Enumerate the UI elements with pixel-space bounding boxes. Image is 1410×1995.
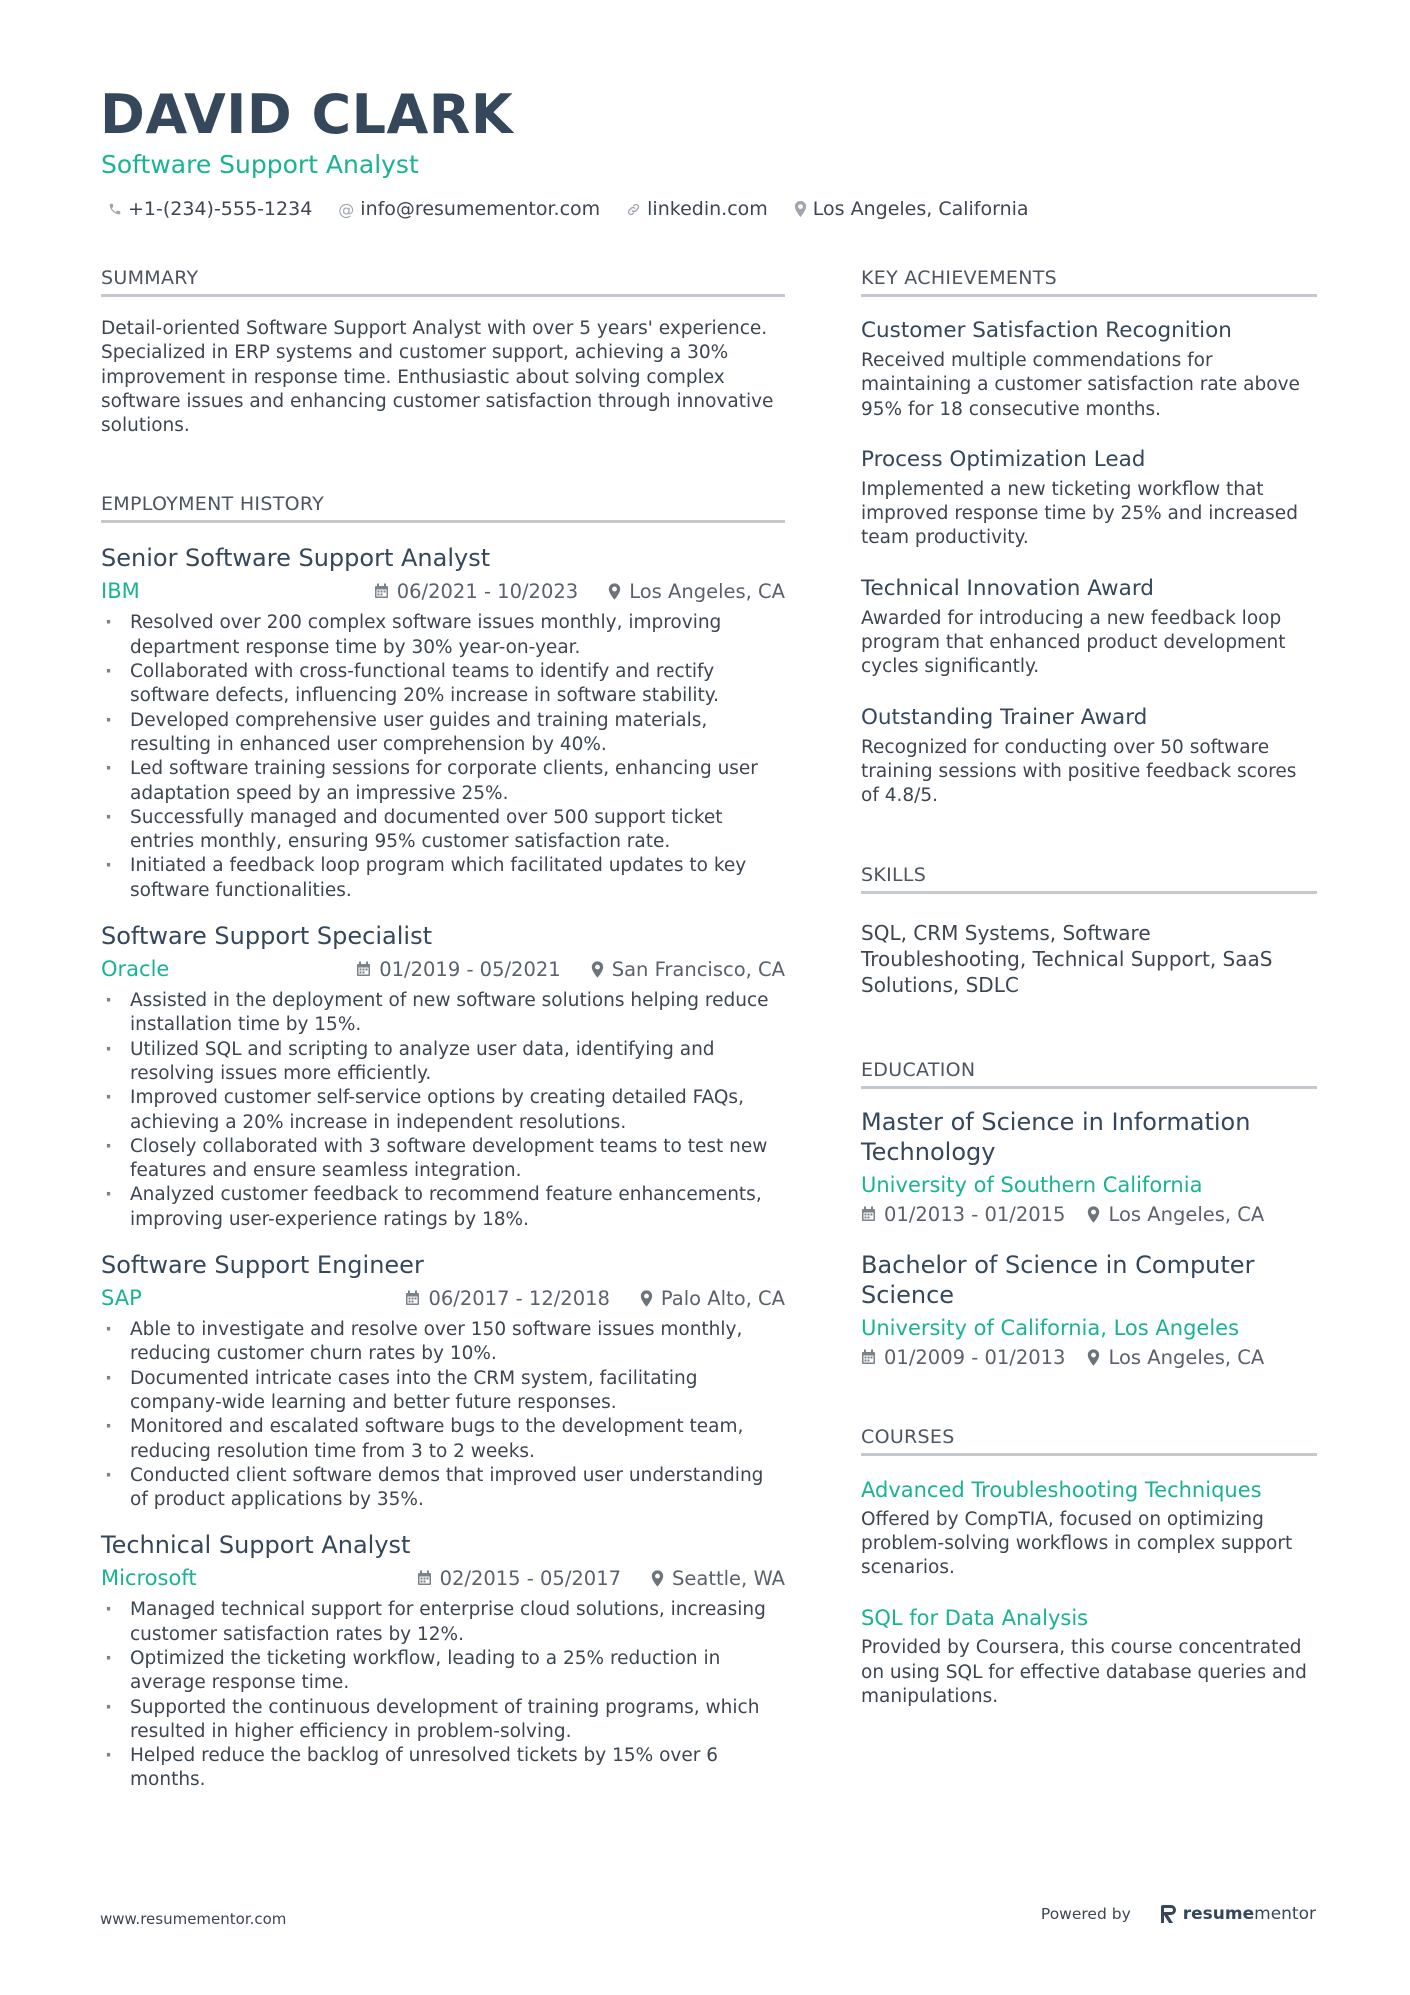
job-meta-right <box>417 1567 785 1590</box>
summary-text: Detail-oriented Software Support Analyst with over 5 years' experience. Specialized in ERP systems and customer support, achieving a 30% improvement in response time. Enthusiastic about solving complex software issues and enhancing customer satisfaction through innovative solutions. <box>101 318 774 437</box>
education-school: University of Southern California <box>861 1172 1203 1197</box>
education-dates-text: 01/2013 - 01/2015 <box>884 1202 1066 1226</box>
list-item: · Initiated a feedback loop program which facilitated updates to key software functionalities. <box>101 854 785 903</box>
education-school: University of California, Los Angeles <box>861 1315 1240 1340</box>
achievement-title: Outstanding Trainer Award <box>861 704 1148 730</box>
job-location <box>651 1567 785 1590</box>
job-location-text: San Francisco, CA <box>611 957 785 981</box>
skills-heading: SKILLS <box>861 863 1317 894</box>
brand-logo[interactable] <box>1161 1904 1316 1924</box>
job-title: Technical Support Analyst <box>101 1531 411 1560</box>
map-pin-icon <box>591 961 604 978</box>
footer-website[interactable]: www.resumementor.com <box>100 1910 287 1928</box>
left-column <box>101 266 785 1793</box>
education-item <box>861 1107 1317 1226</box>
list-item: · Assisted in the deployment of new software solutions helping reduce installation time by 15%. <box>101 989 785 1038</box>
job-dates <box>417 1567 621 1590</box>
calendar-icon <box>861 1206 876 1222</box>
calendar-icon <box>417 1570 432 1586</box>
job-meta <box>101 1284 785 1312</box>
job-dates <box>374 580 578 603</box>
skills-text: SQL, CRM Systems, Software Troubleshooting, Technical Support, SaaS Solutions, SDLC <box>861 920 1273 997</box>
location-text: Los Angeles, California <box>812 198 1029 220</box>
footer-branding <box>1041 1904 1316 1924</box>
phone-icon <box>108 202 122 216</box>
achievement-title: Customer Satisfaction Recognition <box>861 318 1232 343</box>
list-item: · Improved customer self-service options by creating detailed FAQs, achieving a 20% increase in independent resolutions. <box>101 1086 785 1135</box>
map-pin-icon <box>651 1570 664 1587</box>
course-text: Offered by CompTIA, focused on optimizing problem-solving workflows in complex support scenarios. <box>861 1508 1293 1579</box>
job-dates <box>356 958 560 981</box>
employment-heading: EMPLOYMENT HISTORY <box>101 492 785 523</box>
link-icon <box>626 202 641 217</box>
course-item <box>861 1476 1317 1581</box>
education-meta <box>861 1203 1317 1226</box>
powered-by-label: Powered by <box>1040 1905 1131 1923</box>
education-location <box>1087 1346 1264 1369</box>
course-text: Provided by Coursera, this course concentrated on using SQL for effective database queries and manipulations. <box>861 1637 1307 1708</box>
job-entry <box>101 543 785 903</box>
job-location-text: Palo Alto, CA <box>660 1286 785 1310</box>
contact-email[interactable] <box>338 198 600 220</box>
list-item: · Helped reduce the backlog of unresolved tickets by 15% over 6 months. <box>101 1744 785 1793</box>
education-degree: Bachelor of Science in Computer Science <box>861 1250 1255 1309</box>
contact-phone <box>108 198 312 220</box>
achievement-item <box>861 446 1317 551</box>
brand-name-light: mentor <box>1254 1904 1316 1924</box>
education-location-text: Los Angeles, CA <box>1108 1345 1265 1369</box>
map-pin-icon <box>608 583 621 600</box>
map-pin-icon <box>1087 1349 1100 1366</box>
job-meta <box>101 955 785 983</box>
list-item: · Documented intricate cases into the CRM system, facilitating company-wide learning and better future responses. <box>101 1367 785 1416</box>
job-meta-right <box>356 958 785 981</box>
website-text: linkedin.com <box>647 198 768 220</box>
job-location-text: Los Angeles, CA <box>629 579 785 603</box>
education-dates-text: 01/2009 - 01/2013 <box>884 1345 1066 1369</box>
courses-heading: COURSES <box>861 1425 1317 1456</box>
list-item: · Successfully managed and documented over 500 support ticket entries monthly, ensuring 95% customer satisfaction rate. <box>101 806 785 855</box>
list-item: · Supported the continuous development of training programs, which resulted in higher efficiency in problem-solving. <box>101 1696 785 1745</box>
education-heading: EDUCATION <box>861 1058 1317 1089</box>
calendar-icon <box>374 583 389 599</box>
company-name: IBM <box>101 579 140 604</box>
contact-website[interactable] <box>626 198 768 220</box>
company-name: SAP <box>101 1286 142 1311</box>
map-pin-icon <box>794 201 807 217</box>
calendar-icon <box>405 1290 420 1306</box>
achievement-item <box>861 317 1317 422</box>
job-location <box>608 580 785 603</box>
list-item: · Led software training sessions for corporate clients, enhancing user adaptation speed by an impressive 25%. <box>101 757 785 806</box>
summary-heading: SUMMARY <box>101 266 785 297</box>
brand-name-bold: resume <box>1182 1904 1255 1924</box>
job-dates-text: 01/2019 - 05/2021 <box>379 957 561 981</box>
achievement-title: Process Optimization Lead <box>861 446 1146 472</box>
job-location <box>640 1287 785 1310</box>
job-meta-right <box>374 580 785 603</box>
education-degree: Master of Science in Information Technology <box>861 1107 1251 1166</box>
list-item: · Resolved over 200 complex software issues monthly, improving department response time by 30% year-on-year. <box>101 611 785 660</box>
education-location-text: Los Angeles, CA <box>1108 1202 1265 1226</box>
at-icon: @ <box>338 199 355 219</box>
candidate-title: Software Support Analyst <box>101 150 419 179</box>
achievement-item <box>861 704 1317 809</box>
achievement-text: Awarded for introducing a new feedback loop program that enhanced product development cycles significantly. <box>861 607 1286 678</box>
job-dates-text: 02/2015 - 05/2017 <box>439 1566 622 1590</box>
right-column <box>861 266 1317 1709</box>
education-location <box>1087 1203 1264 1226</box>
map-pin-icon <box>1087 1206 1100 1223</box>
list-item: · Closely collaborated with 3 software development teams to test new features and ensure seamless integration. <box>101 1135 785 1184</box>
job-title: Senior Software Support Analyst <box>101 544 491 573</box>
job-entry <box>101 1530 785 1792</box>
education-dates <box>861 1203 1065 1226</box>
course-title: Advanced Troubleshooting Techniques <box>861 1477 1262 1502</box>
map-pin-icon <box>640 1290 653 1307</box>
job-entry <box>101 1250 785 1512</box>
contact-location <box>794 198 1029 220</box>
company-name: Microsoft <box>101 1566 197 1591</box>
achievement-title: Technical Innovation Award <box>861 575 1154 601</box>
list-item: · Optimized the ticketing workflow, leading to a 25% reduction in average response time. <box>101 1647 785 1696</box>
job-bullets <box>101 611 785 903</box>
education-item <box>861 1250 1317 1369</box>
phone-text: +1-(234)-555-1234 <box>128 198 313 220</box>
course-item <box>861 1604 1317 1709</box>
resumementor-logo-icon <box>1161 1904 1177 1924</box>
job-dates-text: 06/2021 - 10/2023 <box>396 579 579 603</box>
company-name: Oracle <box>101 957 170 982</box>
job-title: Software Support Specialist <box>101 922 432 951</box>
job-location-text: Seattle, WA <box>672 1566 785 1590</box>
calendar-icon <box>356 961 371 977</box>
list-item: · Conducted client software demos that improved user understanding of product applications by 35%. <box>101 1464 785 1513</box>
list-item: · Able to investigate and resolve over 150 software issues monthly, reducing customer churn rates by 10%. <box>101 1318 785 1367</box>
job-meta <box>101 1564 785 1592</box>
job-dates <box>405 1287 609 1310</box>
list-item: · Analyzed customer feedback to recommend feature enhancements, improving user-experience ratings by 18%. <box>101 1183 785 1232</box>
education-dates <box>861 1346 1065 1369</box>
achievements-heading: KEY ACHIEVEMENTS <box>861 266 1317 297</box>
job-location <box>591 958 785 981</box>
contact-bar <box>108 198 1055 220</box>
list-item: · Utilized SQL and scripting to analyze user data, identifying and resolving issues more efficiently. <box>101 1038 785 1087</box>
list-item: · Monitored and escalated software bugs to the development team, reducing resolution time from 3 to 2 weeks. <box>101 1415 785 1464</box>
job-bullets <box>101 989 785 1232</box>
job-bullets <box>101 1318 785 1512</box>
job-meta-right <box>405 1287 785 1310</box>
course-title: SQL for Data Analysis <box>861 1606 1089 1631</box>
list-item: · Developed comprehensive user guides and training materials, resulting in enhanced user comprehension by 40%. <box>101 709 785 758</box>
education-meta <box>861 1346 1317 1369</box>
list-item: · Collaborated with cross-functional teams to identify and rectify software defects, influencing 20% increase in software stability. <box>101 660 785 709</box>
list-item: · Managed technical support for enterprise cloud solutions, increasing customer satisfaction rates by 12%. <box>101 1598 785 1647</box>
email-text: info@resumementor.com <box>360 198 601 220</box>
candidate-name: DAVID CLARK <box>100 83 514 146</box>
achievement-text: Received multiple commendations for maintaining a customer satisfaction rate above 95% for 18 consecutive months. <box>861 350 1300 420</box>
achievement-text: Recognized for conducting over 50 software training sessions with positive feedback scores of 4.8/5. <box>861 736 1297 807</box>
job-title: Software Support Engineer <box>101 1251 424 1280</box>
achievement-item <box>861 575 1317 680</box>
achievement-text: Implemented a new ticketing workflow that improved response time by 25% and increased team productivity. <box>861 478 1298 549</box>
job-entry <box>101 921 785 1232</box>
job-bullets <box>101 1598 785 1792</box>
job-meta <box>101 577 785 605</box>
calendar-icon <box>861 1349 876 1365</box>
job-dates-text: 06/2017 - 12/2018 <box>428 1286 610 1310</box>
